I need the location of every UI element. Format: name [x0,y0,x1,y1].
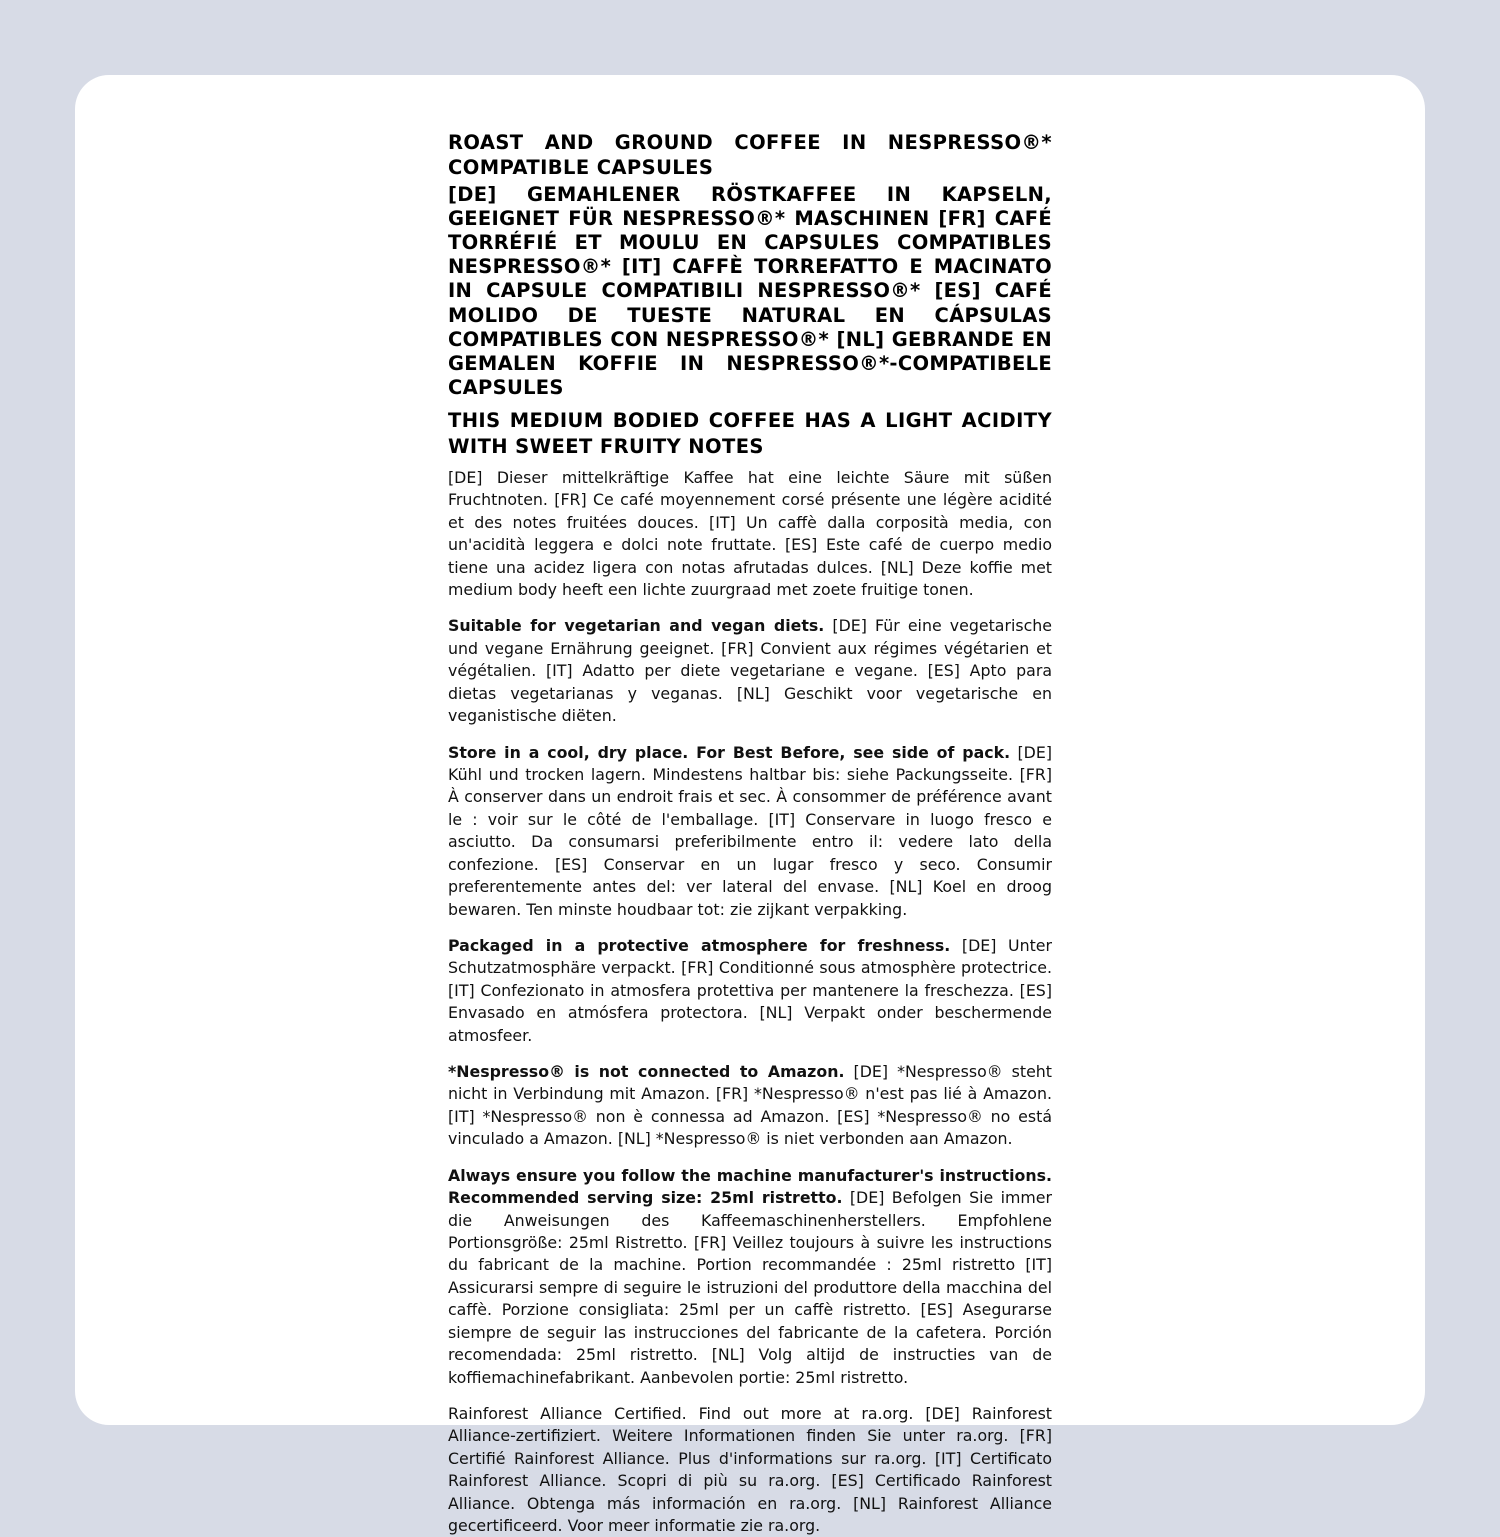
section-packaging-text: [DE] Unter Schutzatmosphäre verpackt. [FR] Conditionné sous atmosphère protectrice. [IT] Confezionato in atmosfera protettiva per mantenere la freschezza. [ES] Envasado en atmósfera protectora. [NL] Verpakt onder beschermende atmosfeer. [448,935,1052,1045]
product-title-english: ROAST AND GROUND COFFEE IN NESPRESSO®* COMPATIBLE CAPSULES [448,131,1052,180]
section-dietary-text: [DE] Für eine vegetarische und vegane Ernährung geeignet. [FR] Convient aux régimes végétarien et végétalien. [IT] Adatto per diete vegetariane e vegane. [ES] Apto para dietas vegetarianas y veganas. [NL] Geschikt voor vegetarische en veganistische diëten. [448,616,1052,726]
label-content [448,130,1052,1537]
section-trademark-lead: *Nespresso® is not connected to Amazon. [448,1062,845,1082]
section-dietary [448,615,1052,727]
section-machine-text: [DE] Befolgen Sie immer die Anweisungen des Kaffeemaschinenherstellers. Empfohlene Portionsgröße: 25ml Ristretto. [FR] Veillez toujours à suivre les instructions du fabricant de la machine. Portion recommandée : 25ml ristretto [IT] Assicurarsi sempre di seguire le istruzioni del produttore della macchina del caffè. Porzione consigliata: 25ml per un caffè ristretto. [ES] Asegurarse siempre de seguir las instrucciones del fabricante de la cafetera. Porción recomendada: 25ml ristretto. [NL] Volg altijd de instructies van de koffiemachinefabrikant. Aanbevolen portie: 25ml ristretto. [448,1188,1052,1387]
section-machine-instructions [448,1165,1052,1389]
section-trademark-text: [DE] *Nespresso® steht nicht in Verbindung mit Amazon. [FR] *Nespresso® n'est pas lié à Amazon. [IT] *Nespresso® non è connessa ad Amazon. [ES] *Nespresso® no está vinculado a Amazon. [NL] *Nespresso® is niet verbonden aan Amazon. [448,1062,1052,1149]
section-certification-text: Rainforest Alliance Certified. Find out more at ra.org. [DE] Rainforest Alliance-zertifiziert. Weitere Informationen finden Sie unter ra.org. [FR] Certifié Rainforest Alliance. Plus d'informations sur ra.org. [IT] Certificato Rainforest Alliance. Scopri di più su ra.org. [ES] Certificado Rainforest Alliance. Obtenga más información en ra.org. [NL] Rainforest Alliance gecertificeerd. Voor meer informatie zie ra.org. [448,1403,1052,1536]
section-storage [448,742,1052,921]
section-trademark-disclaimer [448,1061,1052,1151]
section-storage-lead: Store in a cool, dry place. For Best Before, see side of pack. [448,742,1011,762]
section-dietary-lead: Suitable for vegetarian and vegan diets. [448,616,825,636]
section-storage-text: [DE] Kühl und trocken lagern. Mindestens haltbar bis: siehe Packungsseite. [FR] À conserver dans un endroit frais et sec. À consommer de préférence avant le : voir sur le côté de l'emballage. [IT] Conservare in luogo fresco e asciutto. Da consumarsi preferibilmente entro il: vedere lato della confezione. [ES] Conservar en un lugar fresco y seco. Consumir preferentemente antes del: ver lateral del envase. [NL] Koel en droog bewaren. Ten minste houdbaar tot: zie zijkant verpakking. [448,742,1052,919]
section-packaging-lead: Packaged in a protective atmosphere for freshness. [448,935,951,955]
tasting-note-translations: [DE] Dieser mittelkräftige Kaffee hat eine leichte Säure mit süßen Fruchtnoten. [FR] Ce café moyennement corsé présente une légère acidité et des notes fruitées douces. [IT] Un caffè dalla corposità media, con un'acidità leggera e dolci note fruttate. [ES] Este café de cuerpo medio tiene una acidez ligera con notas afrutadas dulces. [NL] Deze koffie met medium body heeft een lichte zuurgraad met zoete fruitige tonen. [448,467,1052,600]
tasting-note-heading: THIS MEDIUM BODIED COFFEE HAS A LIGHT ACIDITY WITH SWEET FRUITY NOTES [448,409,1052,458]
section-certification [448,1403,1052,1537]
product-title-translations: [DE] GEMAHLENER RÖSTKAFFEE IN KAPSELN, GEEIGNET FÜR NESPRESSO®* MASCHINEN [FR] CAFÉ TORRÉFIÉ ET MOULU EN CAPSULES COMPATIBLES NESPRESSO®* [IT] CAFFÈ TORREFATTO E MACINATO IN CAPSULE COMPATIBILI NESPRESSO®* [ES] CAFÉ MOLIDO DE TUESTE NATURAL EN CÁPSULAS COMPATIBLES CON NESPRESSO®* [NL] GEBRANDE EN GEMALEN KOFFIE IN NESPRESSO®*-COMPATIBELE CAPSULES [448,182,1052,400]
section-machine-lead: Always ensure you follow the machine manufacturer's instructions. Recommended serving size: 25ml ristretto. [448,1165,1052,1208]
product-label-page [75,75,1425,1536]
section-packaging [448,935,1052,1047]
